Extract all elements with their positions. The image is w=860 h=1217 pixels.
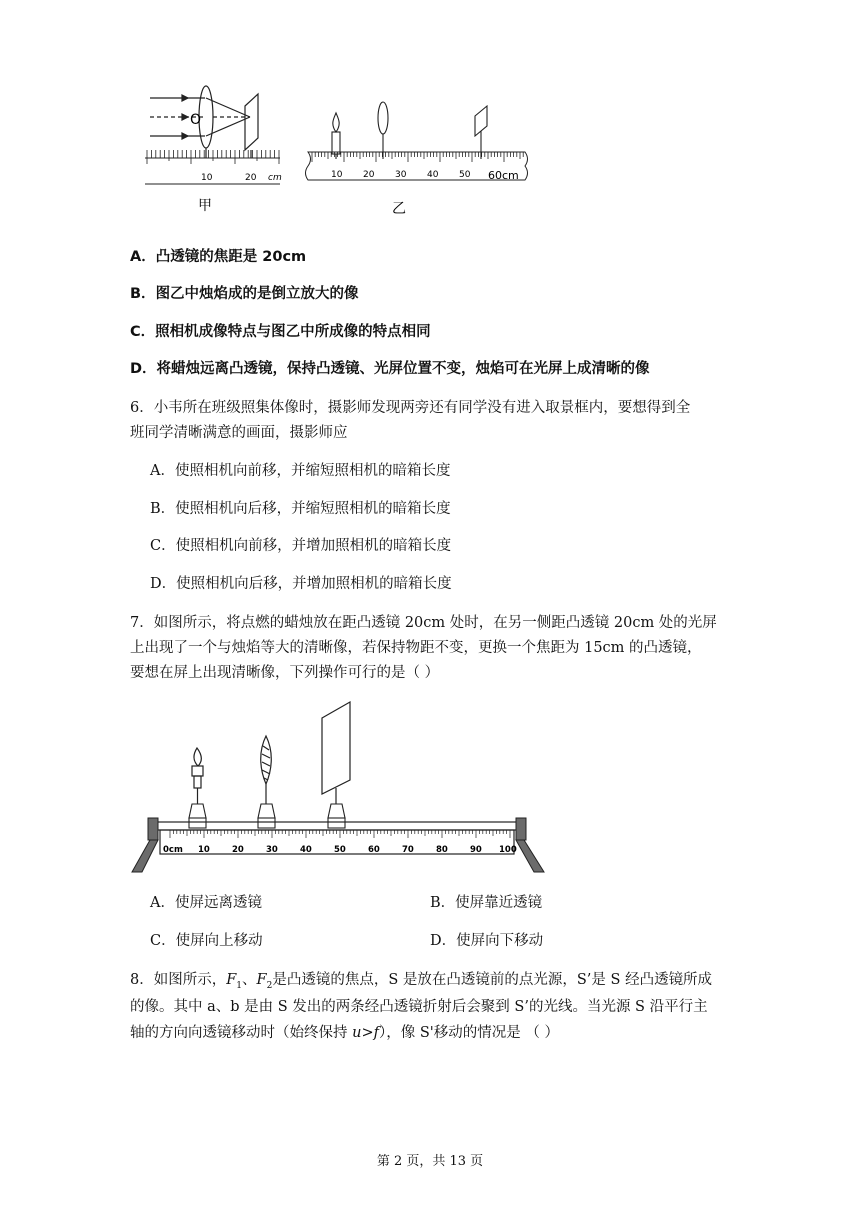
q8-line1-end: 是凸透镜的焦点，S 是放在凸透镜前的点光源，S’是 S 经凸透镜所成 bbox=[272, 972, 713, 988]
page-footer: 第 2 页，共 13 页 bbox=[376, 1154, 484, 1169]
q8-line3-start: 轴的方向向透镜移动时（始终保持 bbox=[130, 1025, 353, 1041]
q6-stem-line1: 6．小韦所在班级照集体像时，摄影师发现两旁还有同学没有进入取景框内，要想得到全 bbox=[130, 400, 691, 416]
q5-option-b[interactable] bbox=[130, 282, 359, 303]
q6-option-b[interactable]: B．使照相机向后移，并缩短照相机的暗箱长度 bbox=[150, 501, 451, 517]
q7-stem-line3: 要想在屏上出现清晰像，下列操作可行的是（ ） bbox=[130, 665, 440, 681]
jia-lens-label: O bbox=[190, 112, 202, 128]
q6-stem-line2: 班同学清晰满意的画面，摄影师应 bbox=[130, 425, 348, 441]
q5-option-a[interactable] bbox=[130, 245, 306, 266]
q5-option-c-letter: C． bbox=[130, 324, 156, 340]
q6-option-d[interactable]: D．使照相机向后移，并增加照相机的暗箱长度 bbox=[150, 576, 452, 592]
q6-option-a[interactable]: A．使照相机向前移，并缩短照相机的暗箱长度 bbox=[150, 463, 451, 479]
bench-tick-50: 50 bbox=[334, 845, 346, 855]
bench-tick-30: 30 bbox=[266, 845, 278, 855]
q7-option-d[interactable]: D．使屏向下移动 bbox=[430, 933, 544, 949]
q5-option-b-text: 图乙中烛焰成的是倒立放大的像 bbox=[155, 286, 359, 302]
q5-option-a-letter: A． bbox=[130, 249, 156, 265]
jia-tick-unit: cm bbox=[268, 173, 282, 183]
yi-label: 乙 bbox=[392, 201, 406, 217]
q8-f1: F bbox=[226, 972, 237, 988]
yi-tick-40: 40 bbox=[427, 170, 439, 180]
bench-tick-20: 20 bbox=[232, 845, 244, 855]
jia-tick-20: 20 bbox=[245, 173, 257, 183]
q8-f2-sub: 2 bbox=[266, 980, 273, 991]
q6-option-c[interactable]: C．使照相机向前移，并增加照相机的暗箱长度 bbox=[150, 538, 452, 554]
bench-tick-10: 10 bbox=[198, 845, 210, 855]
q8-f1-sub: 1 bbox=[236, 980, 243, 991]
yi-tick-20: 20 bbox=[363, 170, 375, 180]
optical-bench-figure bbox=[128, 700, 548, 875]
q7-option-b[interactable]: B．使屏靠近透镜 bbox=[430, 895, 543, 911]
q8-stem-line2: 的像。其中 a、b 是由 S 发出的两条经凸透镜折射后会聚到 S’的光线。当光源 S 沿平行主 bbox=[130, 999, 708, 1015]
yi-tick-10: 10 bbox=[331, 170, 343, 180]
q7-option-c[interactable]: C．使屏向上移动 bbox=[150, 933, 263, 949]
bench-tick-70: 70 bbox=[402, 845, 414, 855]
bench-tick-80: 80 bbox=[436, 845, 448, 855]
q5-option-c-text: 照相机成像特点与图乙中所成像的特点相同 bbox=[155, 324, 431, 340]
yi-tick-30: 30 bbox=[395, 170, 407, 180]
yi-tick-60: 60cm bbox=[488, 169, 519, 182]
q5-option-a-text: 凸透镜的焦距是 20cm bbox=[155, 249, 307, 265]
bench-tick-60: 60 bbox=[368, 845, 380, 855]
q5-option-d[interactable] bbox=[130, 357, 650, 378]
bench-tick-40: 40 bbox=[300, 845, 312, 855]
q5-option-d-letter: D． bbox=[130, 361, 157, 377]
q8-stem-line3 bbox=[130, 1021, 559, 1042]
jia-tick-10: 10 bbox=[201, 173, 213, 183]
yi-tick-50: 50 bbox=[459, 170, 471, 180]
q5-option-d-text: 将蜡烛远离凸透镜，保持凸透镜、光屏位置不变，烛焰可在光屏上成清晰的像 bbox=[156, 361, 650, 377]
bench-tick-100: 100 bbox=[499, 845, 517, 855]
q8-condition: u>f bbox=[352, 1025, 379, 1041]
bench-tick-90: 90 bbox=[470, 845, 482, 855]
q8-f2: F bbox=[256, 972, 267, 988]
q8-line3-end: ），像 S'移动的情况是 （ ） bbox=[378, 1025, 559, 1041]
bench-tick-0: 0cm bbox=[163, 845, 183, 855]
q8-stem-line1 bbox=[130, 968, 712, 991]
q8-sep: 、 bbox=[242, 972, 257, 988]
jia-label: 甲 bbox=[198, 198, 212, 214]
q8-line1-start: 8．如图所示， bbox=[130, 972, 227, 988]
lens-focal-figure bbox=[130, 80, 550, 225]
q5-option-b-letter: B． bbox=[130, 286, 156, 302]
q5-option-c[interactable] bbox=[130, 320, 431, 341]
q7-option-a[interactable]: A．使屏远离透镜 bbox=[150, 895, 262, 911]
q7-stem-line2: 上出现了一个与烛焰等大的清晰像，若保持物距不变，更换一个焦距为 15cm 的凸透镜， bbox=[130, 640, 702, 656]
q7-stem-line1: 7．如图所示，将点燃的蜡烛放在距凸透镜 20cm 处时，在另一侧距凸透镜 20cm 处的光屏 bbox=[130, 615, 717, 631]
